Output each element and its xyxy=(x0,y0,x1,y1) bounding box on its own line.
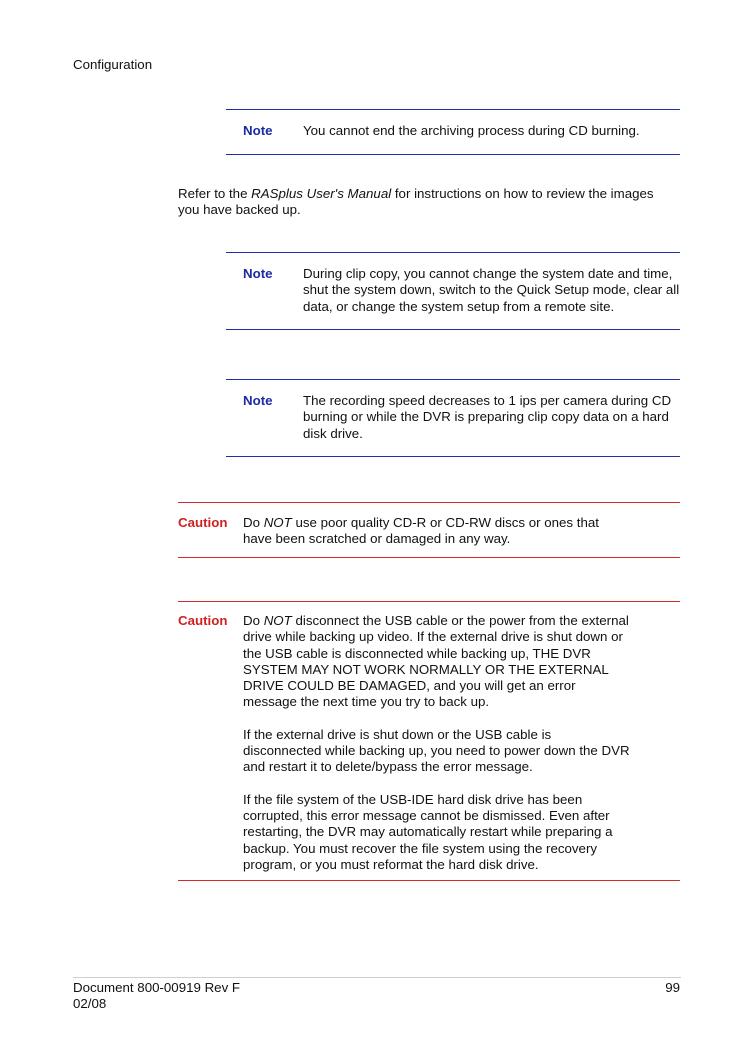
caution-text-start: Do xyxy=(243,613,264,628)
note-label: Note xyxy=(243,393,273,408)
footer-rule xyxy=(73,977,681,978)
caution-text xyxy=(243,613,631,873)
caution-usb xyxy=(178,601,680,881)
page-number: 99 xyxy=(665,980,680,995)
caution-label: Caution xyxy=(178,613,228,628)
caution-text-start: Do xyxy=(243,515,264,530)
caution-label: Caution xyxy=(178,515,228,530)
note-archiving xyxy=(226,109,680,155)
caution-paragraph-3: If the file system of the USB-IDE hard disk drive has been corrupted, this error message cannot be dismissed. Even after restarting, the DVR may automatically restart while preparing a backup. You must recover the file system using the recovery program, or you must reformat the hard disk drive. xyxy=(243,791,613,872)
document-date: 02/08 xyxy=(73,996,107,1012)
note-text: You cannot end the archiving process during CD burning. xyxy=(303,123,640,138)
caution-paragraph-2: If the external drive is shut down or the USB cable is disconnected while backing up, you need to power down the DVR and restart it to delete/bypass the error message. xyxy=(243,726,630,775)
caution-discs xyxy=(178,502,680,558)
note-text: The recording speed decreases to 1 ips per camera during CD burning or while the DVR is preparing clip copy data on a hard disk drive. xyxy=(303,393,672,441)
caution-emphasis: NOT xyxy=(263,613,292,628)
running-header: Configuration xyxy=(73,57,153,72)
caution-text xyxy=(243,515,631,548)
caution-text-end: disconnect the USB cable or the power from the external drive while backing up video. If the external drive is shut down or the USB cable is disconnected while backing up, THE DVR SYSTEM MAY NOT WORK NORMALLY OR THE EXTERNAL DRIVE COULD BE DAMAGED, and you will get an error message the next time you try to back up. xyxy=(243,613,629,710)
caution-text-end: use poor quality CD-R or CD-RW discs or ones that have been scratched or damaged in any way. xyxy=(243,515,599,547)
note-label: Note xyxy=(243,123,273,138)
caution-emphasis: NOT xyxy=(263,515,292,530)
caution-paragraph-1 xyxy=(243,613,631,711)
note-text: During clip copy, you cannot change the system date and time, shut the system down, switch to the Quick Setup mode, clear all data, or change the system setup from a remote site. xyxy=(303,266,680,314)
manual-title: RASplus User's Manual xyxy=(251,186,392,201)
body-text-end: for instructions on how to review the images you have backed up. xyxy=(178,186,654,218)
body-text-start: Refer to the xyxy=(178,186,252,201)
body-paragraph xyxy=(178,186,678,219)
note-recording-speed xyxy=(226,379,680,457)
document-number: Document 800-00919 Rev F xyxy=(73,980,241,995)
footer-doc-info xyxy=(73,980,240,1013)
note-clip-copy xyxy=(226,252,680,330)
note-label: Note xyxy=(243,266,273,281)
